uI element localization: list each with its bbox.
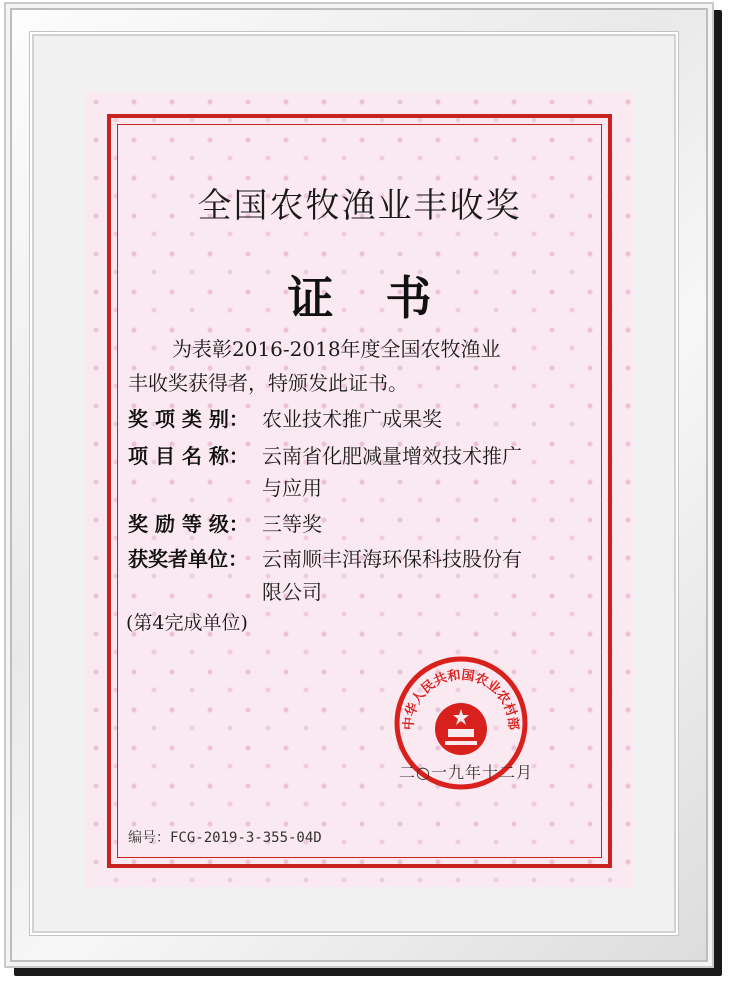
field-value-level: 三等奖 <box>262 512 322 536</box>
intro-line-1: 为表彰2016-2018年度全国农牧渔业 <box>172 337 501 361</box>
field-label-project: 项 目 名 称： <box>128 444 249 468</box>
field-value-category: 农业技术推广成果奖 <box>262 407 442 431</box>
field-value-unit-line1: 云南顺丰洱海环保科技股份有 <box>262 547 522 571</box>
intro-line-2: 丰收奖获得者，特颁发此证书。 <box>128 371 408 395</box>
field-label-level: 奖 励 等 级： <box>128 512 249 536</box>
seal-text: 中华人民共和国农业农村部 <box>401 667 521 731</box>
field-label-unit: 获奖者单位： <box>128 547 248 571</box>
certificate-border-inner <box>117 124 602 858</box>
certificate-heading: 证书 <box>287 271 484 325</box>
issue-date: 二○一九年十二月 <box>399 763 533 782</box>
completion-note: (第4完成单位) <box>126 612 248 634</box>
field-label-category: 奖 项 类 别： <box>128 407 249 431</box>
field-value-project-line1: 云南省化肥减量增效技术推广 <box>262 444 522 468</box>
field-value-unit-line2: 限公司 <box>262 580 322 604</box>
field-value-project-line2: 与应用 <box>262 476 322 500</box>
award-title: 全国农牧渔业丰收奖 <box>197 186 522 226</box>
national-emblem-icon <box>435 703 487 755</box>
serial-number: 编号：FCG-2019-3-355-04D <box>128 830 322 846</box>
